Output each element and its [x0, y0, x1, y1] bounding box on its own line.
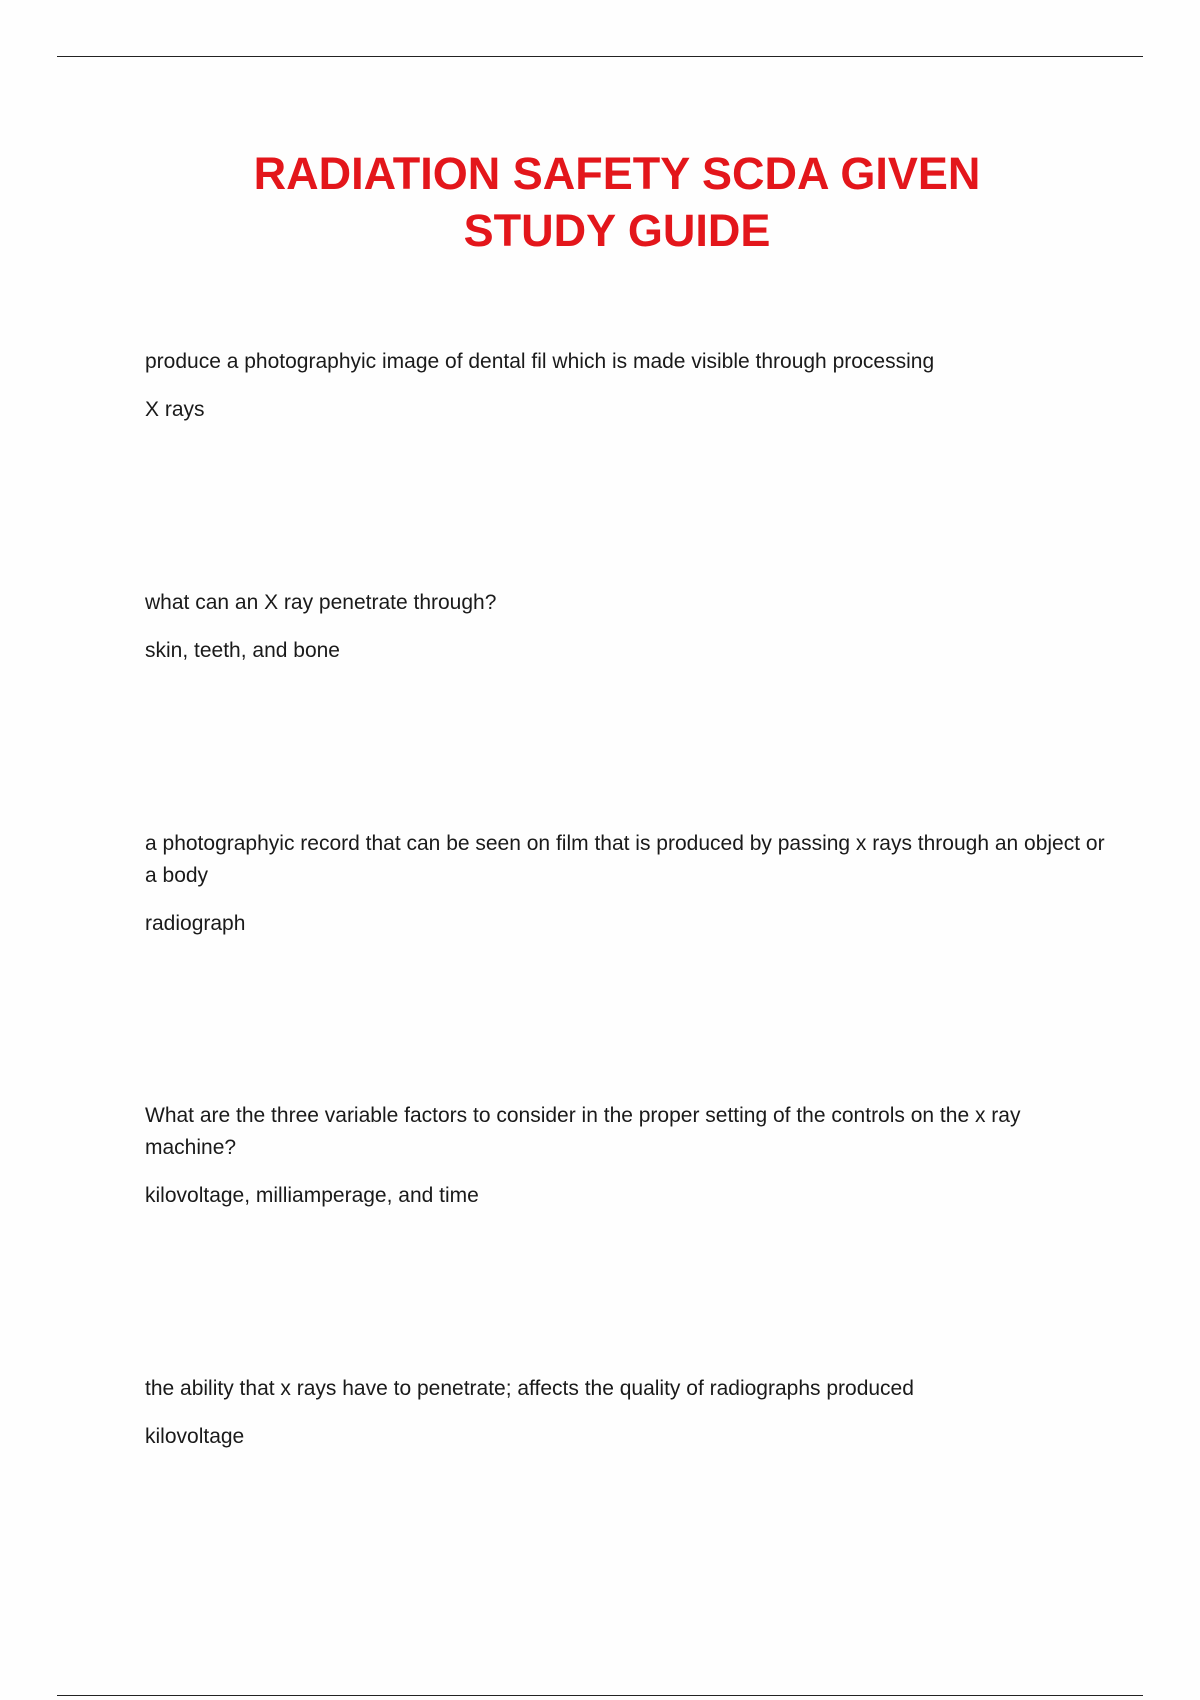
- document-title-line-1: RADIATION SAFETY SCDA GIVEN: [253, 148, 981, 199]
- document-title: [0, 145, 1200, 259]
- qa-card-2: [145, 587, 1105, 667]
- qa-card-4: [145, 1100, 1105, 1212]
- qa-card-1: [145, 346, 1105, 426]
- question-text: What are the three variable factors to consider in the proper setting of the controls on the x ray machine?: [145, 1104, 1021, 1159]
- document-title-line-2: STUDY GUIDE: [463, 205, 771, 256]
- answer-text: radiograph: [145, 912, 246, 935]
- answer-text: kilovoltage: [145, 1425, 245, 1448]
- answer-text: X rays: [145, 398, 205, 421]
- question-text: produce a photographyic image of dental fil which is made visible through processing: [145, 350, 935, 373]
- answer-text: kilovoltage, milliamperage, and time: [145, 1184, 479, 1207]
- top-rule: [57, 56, 1143, 57]
- question-text: what can an X ray penetrate through?: [145, 591, 497, 614]
- question-text: a photographyic record that can be seen on film that is produced by passing x rays through an object or a body: [145, 832, 1105, 887]
- qa-card-3: [145, 828, 1105, 940]
- qa-card-5: [145, 1373, 1105, 1453]
- question-text: the ability that x rays have to penetrate; affects the quality of radiographs produced: [145, 1377, 914, 1400]
- bottom-rule: [57, 1695, 1143, 1696]
- answer-text: skin, teeth, and bone: [145, 639, 340, 662]
